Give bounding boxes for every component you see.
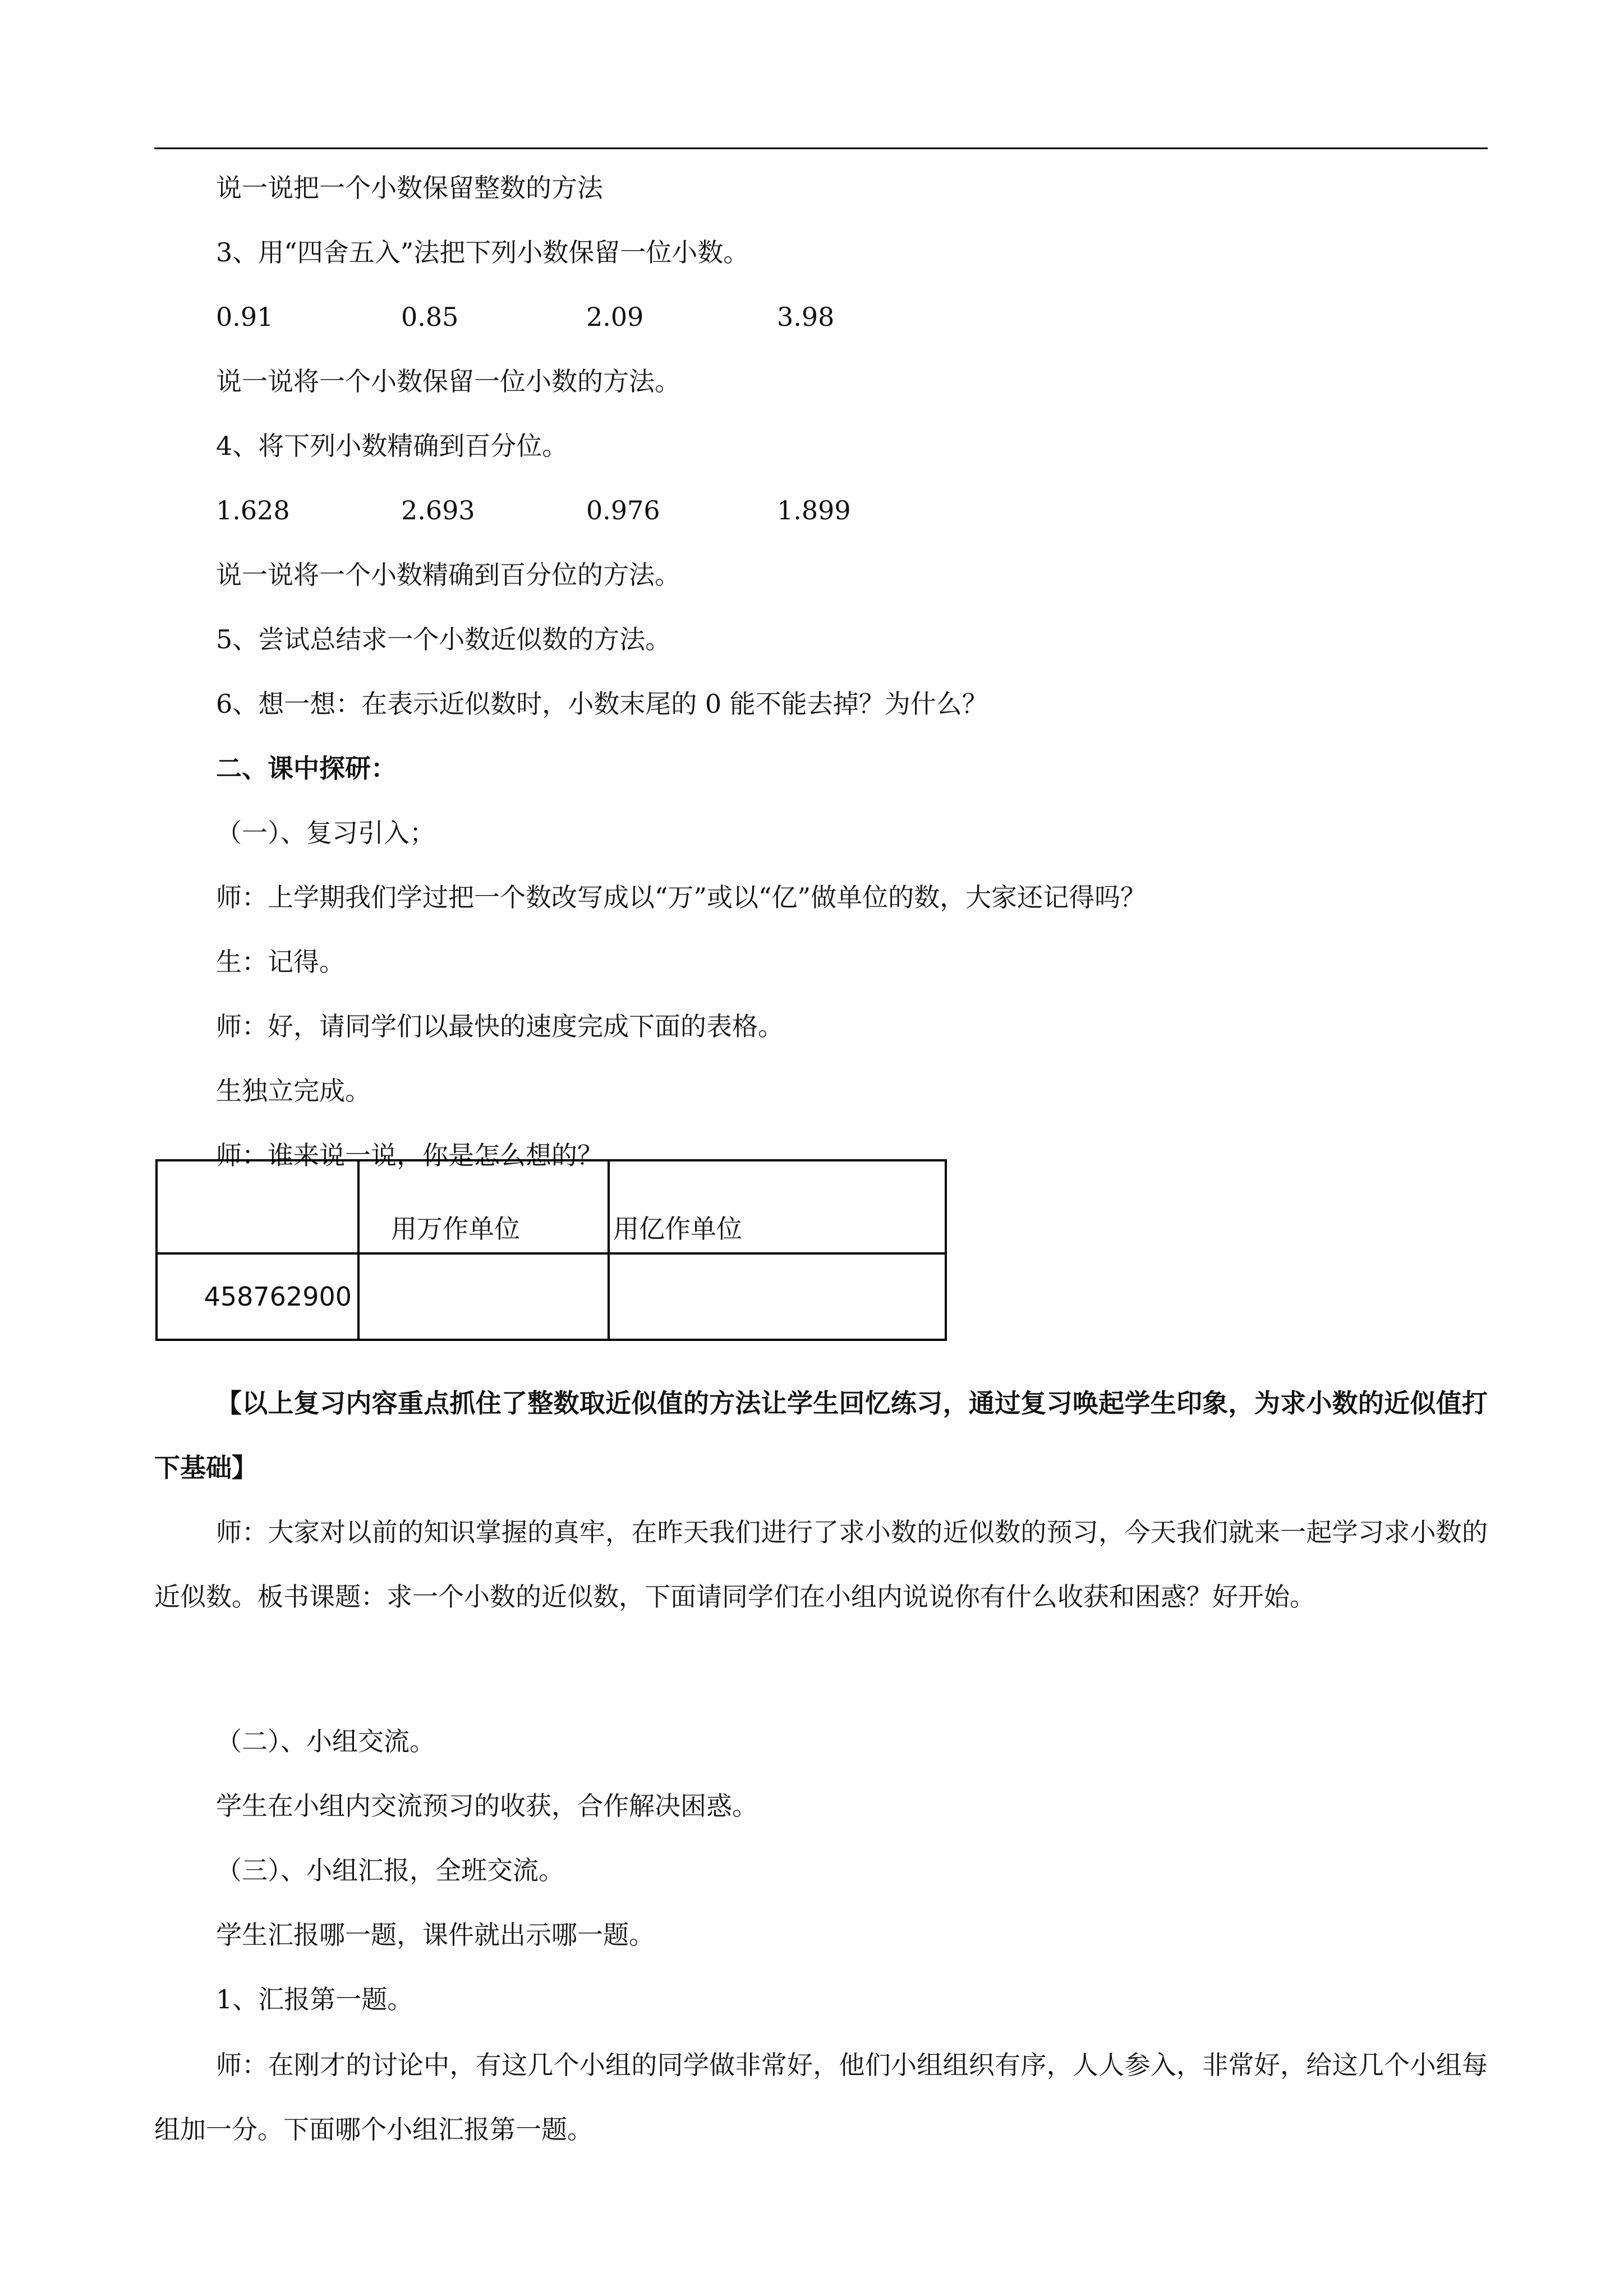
text-line: 学生汇报哪一题，课件就出示哪一题。 xyxy=(216,1920,655,1950)
header-rule xyxy=(154,147,1488,149)
teaching-note: 【以上复习内容重点抓住了整数取近似值的方法让学生回忆练习，通过复习唤起学生印象，为求小数的近似值打下基础】 xyxy=(154,1388,1488,1483)
table-cell: 458762900 xyxy=(157,1253,358,1340)
number-value: 0.85 xyxy=(401,302,459,332)
text-line: 5、尝试总结求一个小数近似数的方法。 xyxy=(216,624,671,654)
text-line: 说一说将一个小数精确到百分位的方法。 xyxy=(216,560,680,590)
text-line: 说一说把一个小数保留整数的方法 xyxy=(216,173,603,203)
text-line: 师：上学期我们学过把一个数改写成以“万”或以“亿”做单位的数，大家还记得吗？ xyxy=(216,882,1147,912)
text-line: 4、将下列小数精确到百分位。 xyxy=(216,431,568,461)
text-line: （一）、复习引入； xyxy=(216,818,435,848)
table-header-cell xyxy=(358,1160,609,1253)
text-line: 学生在小组内交流预习的收获，合作解决困惑。 xyxy=(216,1791,758,1821)
text-line: 1、汇报第一题。 xyxy=(216,1984,413,2014)
text-line: 师：好，请同学们以最快的速度完成下面的表格。 xyxy=(216,1011,784,1041)
paragraph: 师：大家对以前的知识掌握的真牢，在昨天我们进行了求小数的近似数的预习，今天我们就来一起学习求小数的近似数。板书课题：求一个小数的近似数，下面请同学们在小组内说说你有什么收获和困惑？好开始。 xyxy=(154,1517,1488,1612)
table-header-label: 用亿作单位 xyxy=(613,1214,742,1244)
number-value: 2.693 xyxy=(401,495,475,525)
paragraph: 师：在刚才的讨论中，有这几个小组的同学做非常好，他们小组组织有序，人人参入，非常好，给这几个小组每组加一分。下面哪个小组汇报第一题。 xyxy=(154,2050,1488,2145)
number-value: 3.98 xyxy=(777,302,835,332)
text-line: 生：记得。 xyxy=(216,947,345,977)
text-line: 生独立完成。 xyxy=(216,1076,371,1106)
table-header-cell xyxy=(157,1160,358,1253)
text-line: （二）、小组交流。 xyxy=(216,1726,435,1756)
number-value: 2.09 xyxy=(586,302,644,332)
table-header-cell xyxy=(609,1160,946,1253)
table-cell xyxy=(609,1253,946,1340)
text-line: （三）、小组汇报，全班交流。 xyxy=(216,1855,564,1885)
number-value: 1.628 xyxy=(216,495,290,525)
unit-conversion-table xyxy=(155,1159,947,1341)
text-line: 师：谁来说一说，你是怎么想的？ xyxy=(216,1140,603,1170)
number-value: 0.91 xyxy=(216,302,274,332)
number-value: 0.976 xyxy=(586,495,660,525)
text-line: 6、想一想：在表示近似数时，小数末尾的 0 能不能去掉？为什么？ xyxy=(216,689,988,719)
text-line: 说一说将一个小数保留一位小数的方法。 xyxy=(216,366,680,397)
number-value: 1.899 xyxy=(777,495,851,525)
section-heading: 二、课中探研： xyxy=(216,753,397,783)
table-cell xyxy=(358,1253,609,1340)
text-line: 3、用“四舍五入”法把下列小数保留一位小数。 xyxy=(216,237,749,268)
table-header-label: 用万作单位 xyxy=(391,1214,520,1244)
table-header-row xyxy=(157,1160,946,1253)
table-row xyxy=(157,1253,946,1340)
